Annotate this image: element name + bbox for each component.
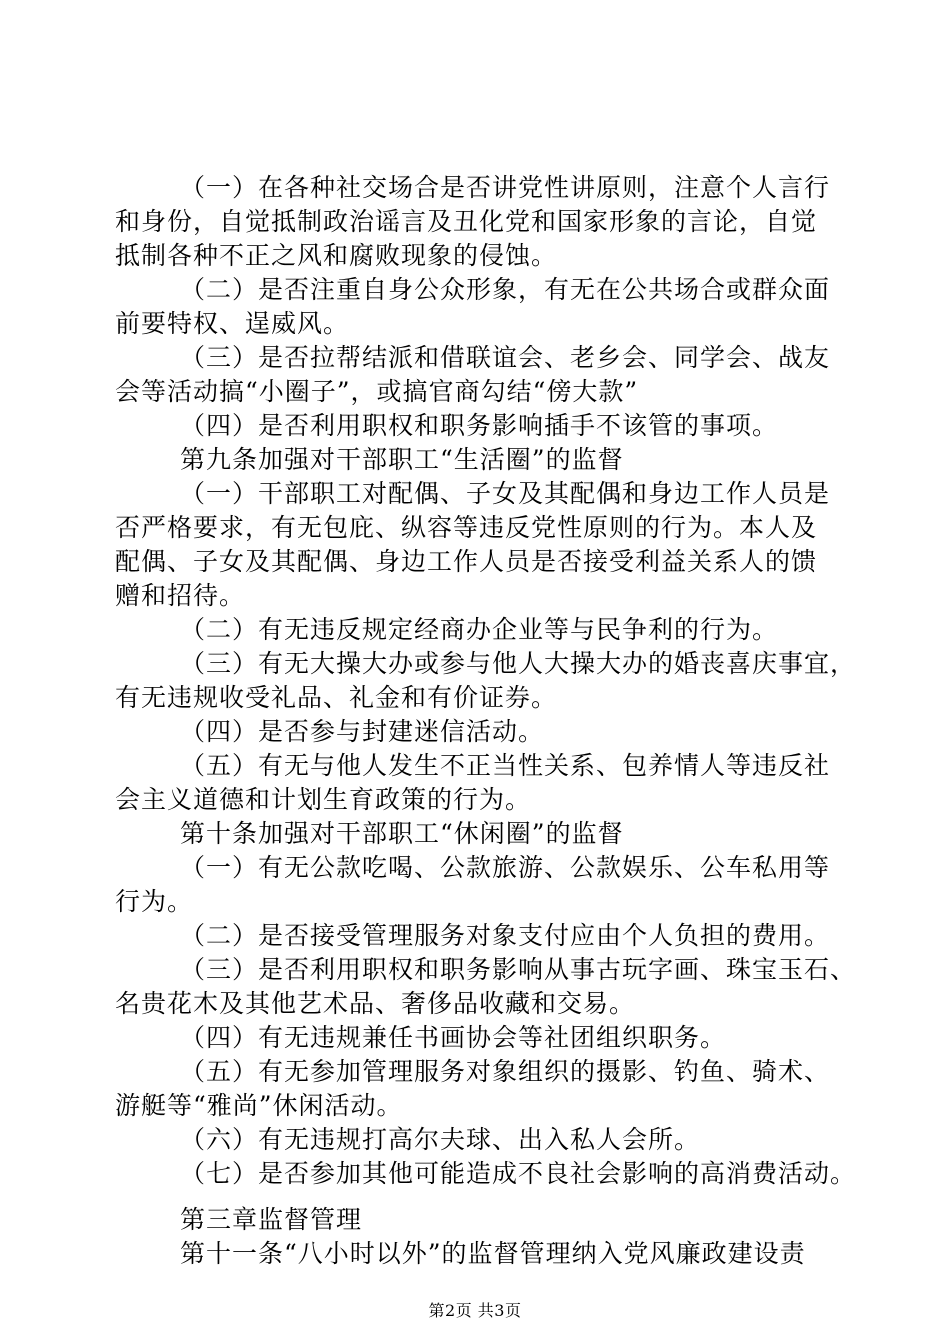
paragraph-line: 和身份，自觉抵制政治谣言及丑化党和国家形象的言论，自觉: [115, 207, 818, 236]
paragraph-line: 会等活动搞“小圈子”，或搞官商勾结“傍大款”: [115, 377, 639, 406]
chapter-heading: 第三章监督管理: [180, 1205, 363, 1234]
paragraph-line: 抵制各种不正之风和腐败现象的侵蚀。: [115, 241, 558, 270]
paragraph-line: （一）有无公款吃喝、公款旅游、公款娱乐、公车私用等: [180, 853, 831, 882]
paragraph-line: 有无违规收受礼品、礼金和有价证券。: [115, 683, 558, 712]
paragraph-line: 会主义道德和计划生育政策的行为。: [115, 785, 532, 814]
article-heading: 第十一条“八小时以外”的监督管理纳入党风廉政建设责: [180, 1239, 806, 1268]
article-heading: 第九条加强对干部职工“生活圈”的监督: [180, 445, 624, 474]
article-heading: 第十条加强对干部职工“休闲圈”的监督: [180, 819, 624, 848]
paragraph-line: （二）是否接受管理服务对象支付应由个人负担的费用。: [180, 921, 831, 950]
paragraph-line: （七）是否参加其他可能造成不良社会影响的高消费活动。: [180, 1159, 857, 1188]
paragraph-line: （五）有无参加管理服务对象组织的摄影、钓鱼、骑术、: [180, 1057, 831, 1086]
page-footer: 第2页 共3页: [428, 1301, 522, 1320]
paragraph-line: 赠和招待。: [115, 581, 246, 610]
paragraph-line: 行为。: [115, 887, 194, 916]
paragraph-line: （五）有无与他人发生不正当性关系、包养情人等违反社: [180, 751, 831, 780]
paragraph-line: 否严格要求，有无包庇、纵容等违反党性原则的行为。本人及: [115, 513, 818, 542]
paragraph-line: 游艇等“雅尚”休闲活动。: [115, 1091, 403, 1120]
paragraph-line: （四）是否参与封建迷信活动。: [180, 717, 545, 746]
paragraph-line: （一）干部职工对配偶、子女及其配偶和身边工作人员是: [180, 479, 831, 508]
paragraph-line: （三）是否利用职权和职务影响从事古玩字画、珠宝玉石、: [180, 955, 857, 984]
paragraph-line: （四）有无违规兼任书画协会等社团组织职务。: [180, 1023, 727, 1052]
paragraph-line: 配偶、子女及其配偶、身边工作人员是否接受利益关系人的馈: [115, 547, 818, 576]
paragraph-line: 前要特权、逞威风。: [115, 309, 350, 338]
paragraph-line: （三）有无大操大办或参与他人大操大办的婚丧喜庆事宜，: [180, 649, 857, 678]
paragraph-line: （四）是否利用职权和职务影响插手不该管的事项。: [180, 411, 779, 440]
paragraph-line: （二）有无违反规定经商办企业等与民争利的行为。: [180, 615, 779, 644]
paragraph-line: （一）在各种社交场合是否讲党性讲原则，注意个人言行: [180, 173, 831, 202]
paragraph-line: 名贵花木及其他艺术品、奢侈品收藏和交易。: [115, 989, 636, 1018]
paragraph-line: （三）是否拉帮结派和借联谊会、老乡会、同学会、战友: [180, 343, 831, 372]
paragraph-line: （六）有无违规打高尔夫球、出入私人会所。: [180, 1125, 701, 1154]
paragraph-line: （二）是否注重自身公众形象，有无在公共场合或群众面: [180, 275, 831, 304]
